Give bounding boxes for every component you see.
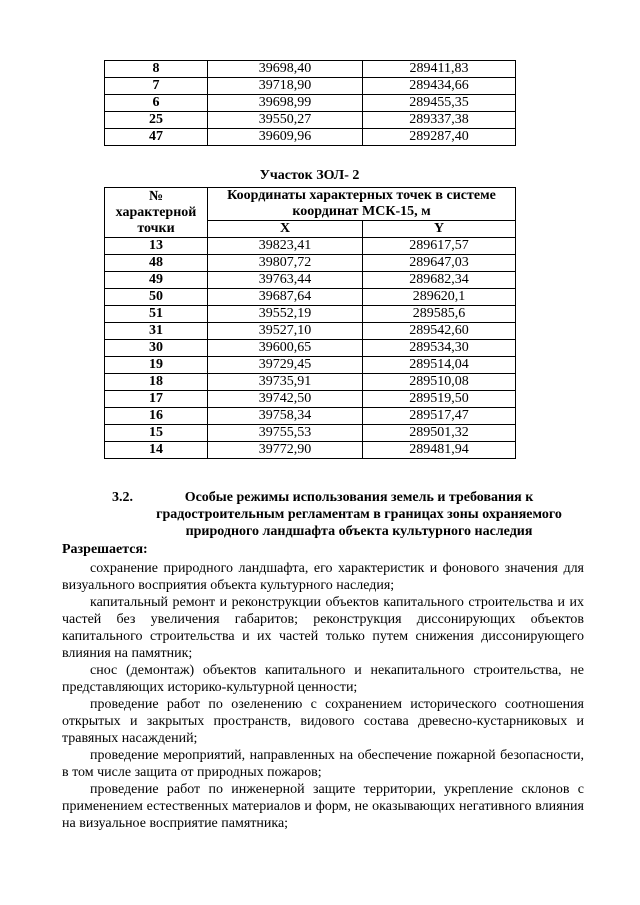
x-coordinate: 39758,34 xyxy=(208,408,363,425)
x-coordinate: 39742,50 xyxy=(208,391,363,408)
table-row xyxy=(105,391,516,408)
y-coordinate: 289510,08 xyxy=(363,374,516,391)
y-coordinate: 289682,34 xyxy=(363,272,516,289)
table-row xyxy=(105,272,516,289)
paragraph: проведение работ по инженерной защите территории, укрепление склонов с применением естественных материалов и форм, не оказывающих негативного влияния на визуальное восприятие памятника; xyxy=(62,782,584,831)
table-row xyxy=(105,255,516,272)
x-coordinate: 39687,64 xyxy=(208,289,363,306)
y-coordinate: 289481,94 xyxy=(363,442,516,459)
x-coordinate: 39527,10 xyxy=(208,323,363,340)
y-coordinate: 289337,38 xyxy=(363,112,516,129)
y-coordinate: 289434,66 xyxy=(363,78,516,95)
header-coordinates xyxy=(208,188,516,221)
paragraph: капитальный ремонт и реконструкции объектов капитального строительства и их частей без увеличения габаритов; реконструкция диссонирующих объектов капитального строительства и их частей только путем снижения диссонирующего влияния на памятник; xyxy=(62,595,584,661)
point-number: 31 xyxy=(105,323,208,340)
point-number: 50 xyxy=(105,289,208,306)
table-row xyxy=(105,442,516,459)
y-coordinate: 289455,35 xyxy=(363,95,516,112)
y-coordinate: 289620,1 xyxy=(363,289,516,306)
y-coordinate: 289514,04 xyxy=(363,357,516,374)
x-coordinate: 39755,53 xyxy=(208,425,363,442)
point-number: 13 xyxy=(105,238,208,255)
header-y: Y xyxy=(363,221,516,238)
header-point-line2: характерной xyxy=(115,204,197,220)
allowed-list xyxy=(62,560,584,832)
y-coordinate: 289501,32 xyxy=(363,425,516,442)
x-coordinate: 39550,27 xyxy=(208,112,363,129)
paragraph: проведение мероприятий, направленных на обеспечение пожарной безопасности, в том числе защита от природных пожаров; xyxy=(62,748,584,780)
paragraph: сохранение природного ландшафта, его характеристик и фонового значения для визуального восприятия объекта культурного наследия; xyxy=(62,561,584,593)
paragraph: проведение работ по озеленению с сохранением исторического соотношения открытых и закрытых пространств, видового состава древесно-кустарниковых и травяных насаждений; xyxy=(62,697,584,746)
x-coordinate: 39698,40 xyxy=(208,61,363,78)
x-coordinate: 39823,41 xyxy=(208,238,363,255)
point-number: 14 xyxy=(105,442,208,459)
y-coordinate: 289411,83 xyxy=(363,61,516,78)
table-row xyxy=(105,289,516,306)
y-coordinate: 289287,40 xyxy=(363,129,516,146)
point-number: 48 xyxy=(105,255,208,272)
y-coordinate: 289542,60 xyxy=(363,323,516,340)
x-coordinate: 39698,99 xyxy=(208,95,363,112)
y-coordinate: 289647,03 xyxy=(363,255,516,272)
point-number: 49 xyxy=(105,272,208,289)
table-row xyxy=(105,340,516,357)
section-heading xyxy=(112,489,592,540)
allowed-label: Разрешается: xyxy=(62,542,148,557)
point-number: 18 xyxy=(105,374,208,391)
coordinates-table-continued xyxy=(104,60,516,146)
x-coordinate: 39729,45 xyxy=(208,357,363,374)
table-row xyxy=(105,95,516,112)
point-number: 47 xyxy=(105,129,208,146)
y-coordinate: 289517,47 xyxy=(363,408,516,425)
point-number: 30 xyxy=(105,340,208,357)
x-coordinate: 39600,65 xyxy=(208,340,363,357)
y-coordinate: 289534,30 xyxy=(363,340,516,357)
table1-body xyxy=(105,61,516,146)
y-coordinate: 289617,57 xyxy=(363,238,516,255)
header-coords-line2: координат МСК-15, м xyxy=(292,204,431,219)
y-coordinate: 289585,6 xyxy=(363,306,516,323)
section-number: 3.2. xyxy=(112,490,133,505)
header-point-number xyxy=(105,188,208,238)
point-number: 51 xyxy=(105,306,208,323)
point-number: 17 xyxy=(105,391,208,408)
header-point-line1: № xyxy=(148,188,164,204)
point-number: 7 xyxy=(105,78,208,95)
header-x: X xyxy=(208,221,363,238)
point-number: 6 xyxy=(105,95,208,112)
table-row xyxy=(105,374,516,391)
x-coordinate: 39718,90 xyxy=(208,78,363,95)
y-coordinate: 289519,50 xyxy=(363,391,516,408)
point-number: 19 xyxy=(105,357,208,374)
table-row xyxy=(105,61,516,78)
table-row xyxy=(105,306,516,323)
x-coordinate: 39772,90 xyxy=(208,442,363,459)
x-coordinate: 39609,96 xyxy=(208,129,363,146)
table-row xyxy=(105,408,516,425)
section-title: Особые режимы использования земель и требования к градостроительным регламентам в границах зоны охраняемого природного ландшафта объекта культурного наследия xyxy=(156,490,562,539)
table-row xyxy=(105,323,516,340)
x-coordinate: 39552,19 xyxy=(208,306,363,323)
table-row xyxy=(105,112,516,129)
x-coordinate: 39763,44 xyxy=(208,272,363,289)
table2-body xyxy=(105,238,516,459)
point-number: 16 xyxy=(105,408,208,425)
coordinates-table-zol2 xyxy=(104,187,516,459)
point-number: 8 xyxy=(105,61,208,78)
x-coordinate: 39807,72 xyxy=(208,255,363,272)
table-row xyxy=(105,78,516,95)
table-row xyxy=(105,425,516,442)
point-number: 15 xyxy=(105,425,208,442)
header-point-line3: точки xyxy=(137,220,175,236)
table2-caption: Участок ЗОЛ- 2 xyxy=(259,168,360,183)
table-row xyxy=(105,129,516,146)
paragraph: снос (демонтаж) объектов капитального и некапитального строительства, не представляющих историко-культурной ценности; xyxy=(62,663,584,695)
x-coordinate: 39735,91 xyxy=(208,374,363,391)
point-number: 25 xyxy=(105,112,208,129)
table-row xyxy=(105,357,516,374)
header-coords-line1: Координаты характерных точек в системе xyxy=(227,188,496,203)
table-row xyxy=(105,238,516,255)
